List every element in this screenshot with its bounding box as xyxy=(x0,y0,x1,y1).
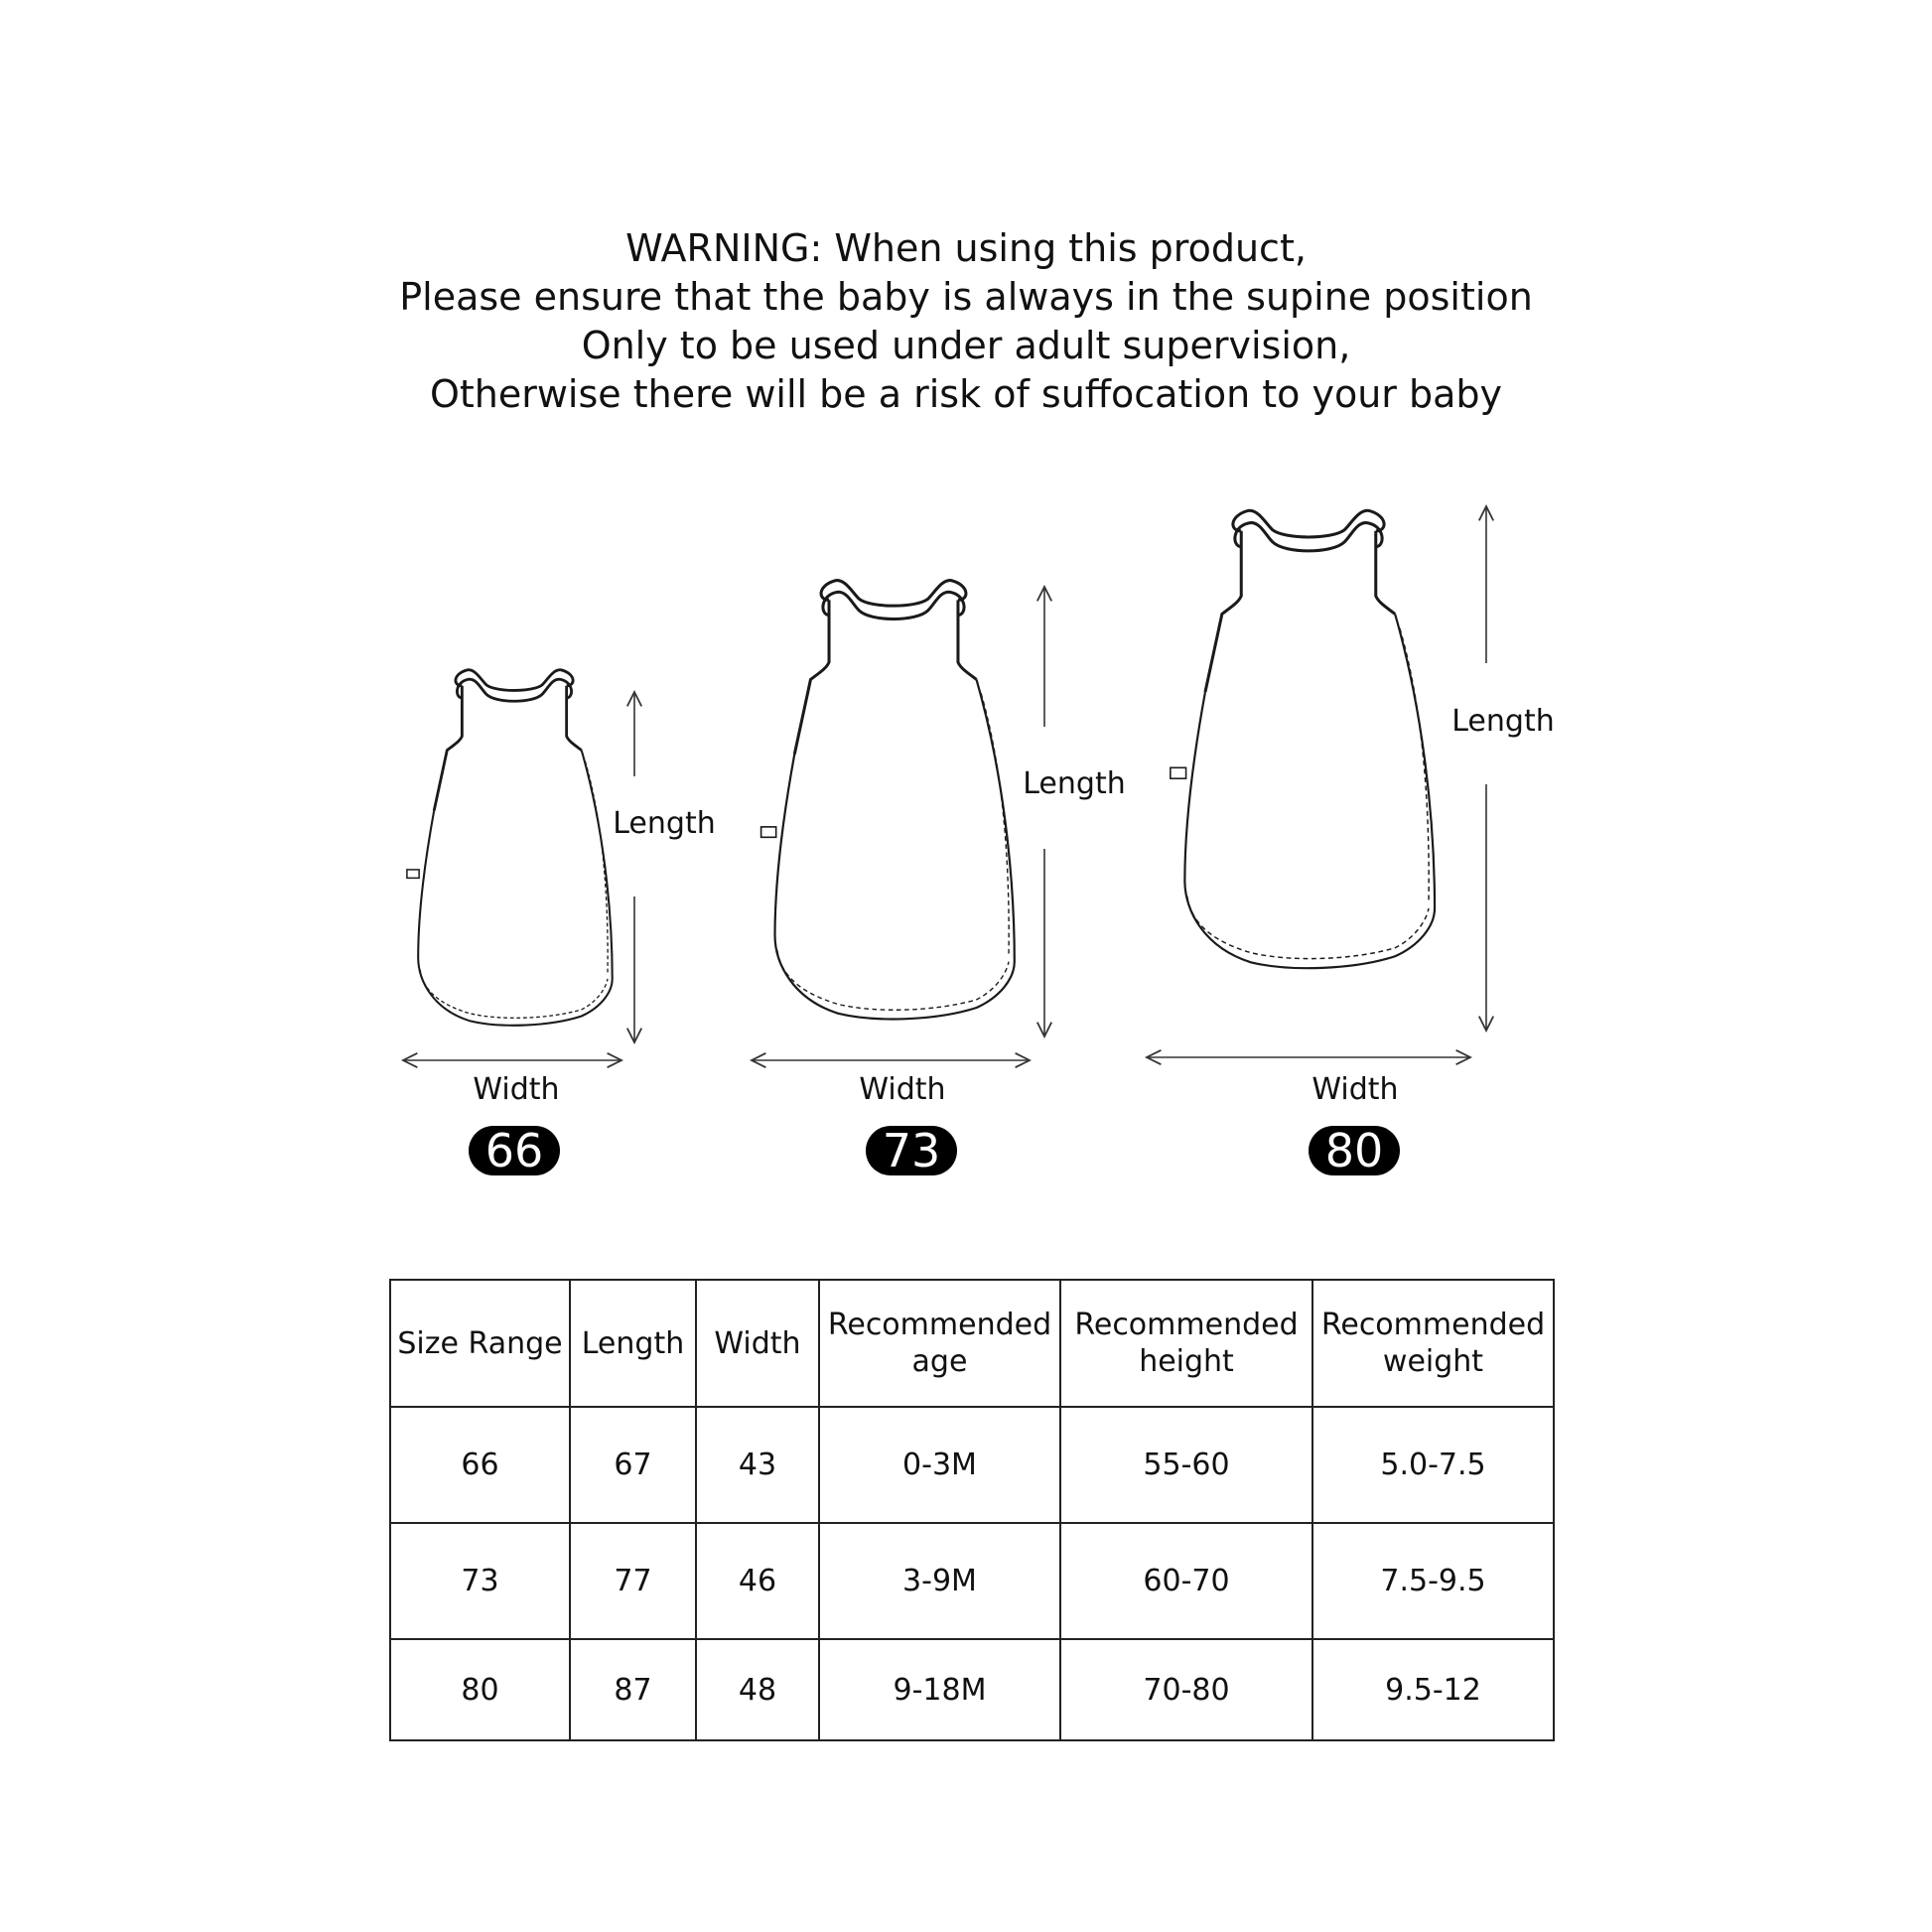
table-cell: 9-18M xyxy=(819,1639,1060,1740)
table-row xyxy=(390,1639,1554,1740)
table-cell: 77 xyxy=(570,1523,696,1639)
warning-line: WARNING: When using this product, xyxy=(625,226,1307,270)
warning-line: Otherwise there will be a risk of suffocation to your baby xyxy=(429,372,1503,416)
length-label: Length xyxy=(1023,766,1126,801)
table-row xyxy=(390,1407,1554,1523)
table-cell: 67 xyxy=(570,1407,696,1523)
length-label: Length xyxy=(613,806,716,841)
width-label: Width xyxy=(859,1072,946,1107)
sleeping-bag-icon xyxy=(1171,510,1435,968)
table-cell: 9.5-12 xyxy=(1312,1639,1554,1740)
header-cell: Width xyxy=(696,1280,819,1407)
table-cell: 5.0-7.5 xyxy=(1312,1407,1554,1523)
table-cell: 70-80 xyxy=(1060,1639,1312,1740)
header-cell: Recommended height xyxy=(1060,1280,1312,1407)
size-badge: 80 xyxy=(1309,1126,1400,1175)
table-cell: 73 xyxy=(390,1523,570,1639)
sleeping-bag-icon xyxy=(407,670,613,1026)
table-cell: 80 xyxy=(390,1639,570,1740)
table-row xyxy=(390,1523,1554,1639)
width-label: Width xyxy=(473,1072,560,1107)
sleeping-bag-icon xyxy=(761,581,1015,1020)
table-cell: 0-3M xyxy=(819,1407,1060,1523)
table-cell: 87 xyxy=(570,1639,696,1740)
header-cell: Recommended weight xyxy=(1312,1280,1554,1407)
table-cell: 46 xyxy=(696,1523,819,1639)
size-badge: 66 xyxy=(469,1126,560,1175)
table-cell: 55-60 xyxy=(1060,1407,1312,1523)
table-cell: 48 xyxy=(696,1639,819,1740)
table-cell: 60-70 xyxy=(1060,1523,1312,1639)
width-label: Width xyxy=(1311,1072,1399,1107)
table-cell: 3-9M xyxy=(819,1523,1060,1639)
length-label: Length xyxy=(1451,704,1555,739)
warning-line: Only to be used under adult supervision, xyxy=(581,324,1351,367)
header-cell: Length xyxy=(570,1280,696,1407)
table-header-row xyxy=(390,1280,1554,1407)
size-badge: 73 xyxy=(866,1126,957,1175)
header-cell: Recommended age xyxy=(819,1280,1060,1407)
warning-line: Please ensure that the baby is always in the supine position xyxy=(399,275,1533,319)
header-cell: Size Range xyxy=(390,1280,570,1407)
size-chart-table xyxy=(389,1279,1555,1741)
table-cell: 66 xyxy=(390,1407,570,1523)
table-cell: 7.5-9.5 xyxy=(1312,1523,1554,1639)
table-cell: 43 xyxy=(696,1407,819,1523)
